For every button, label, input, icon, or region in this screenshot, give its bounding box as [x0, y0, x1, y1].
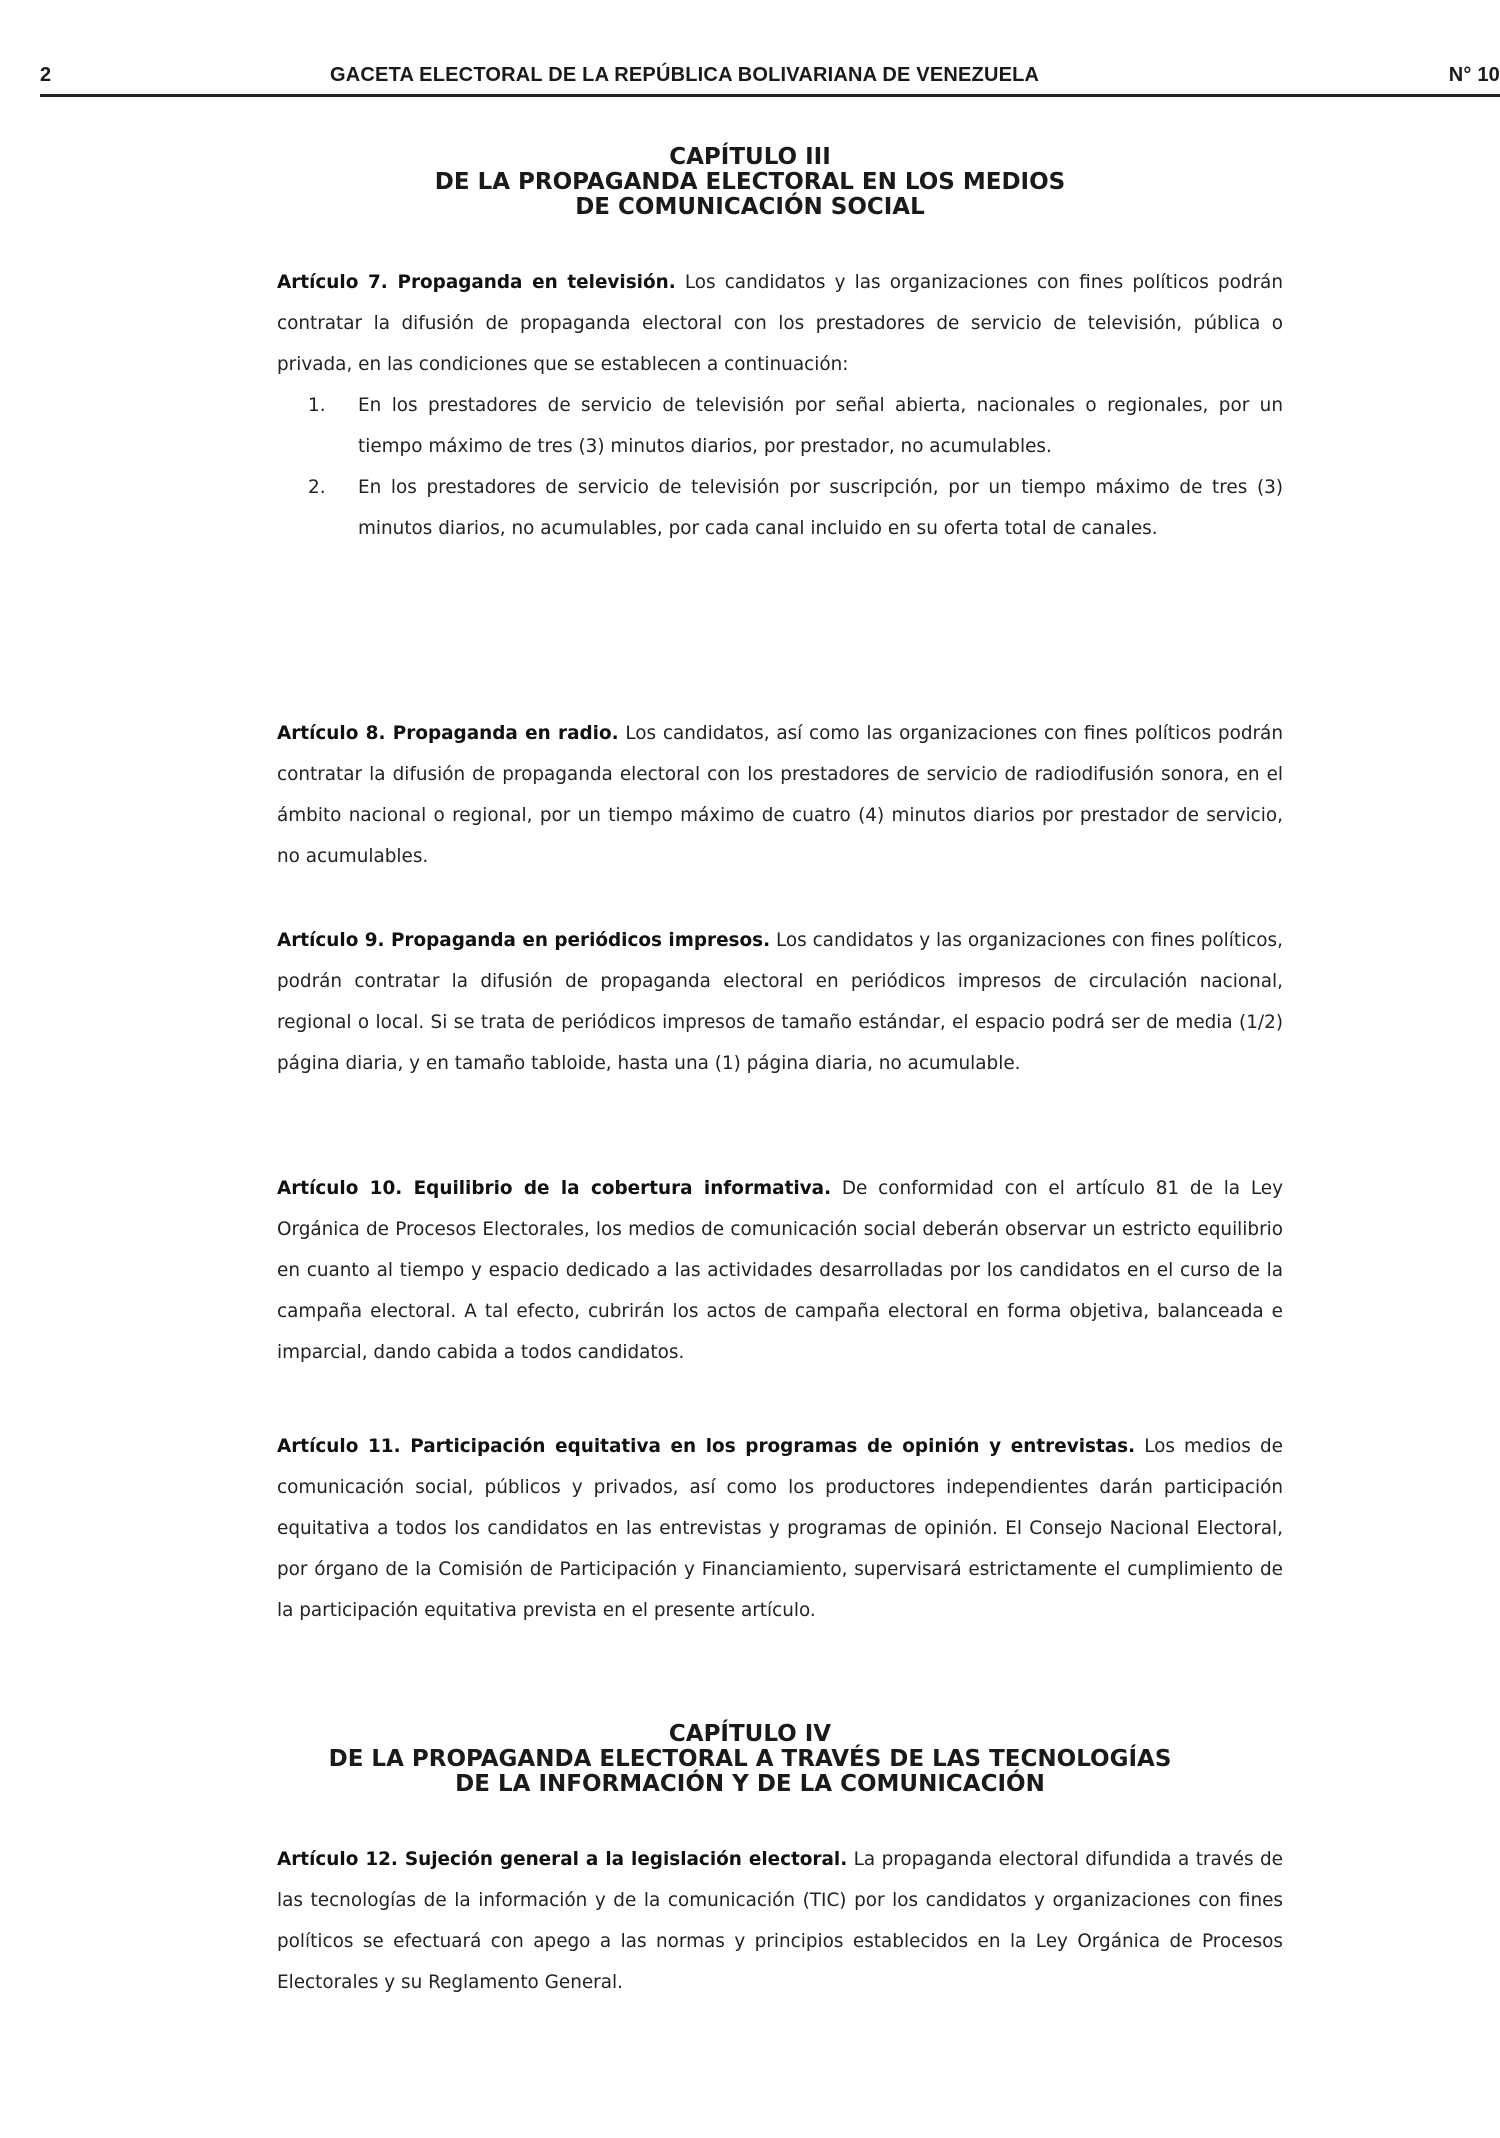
article-9 — [277, 920, 1283, 1084]
article-12 — [277, 1839, 1283, 2003]
article-11 — [277, 1426, 1283, 1631]
article-8-title: Artículo 8. Propaganda en radio. — [277, 723, 619, 744]
article-11-body: Los medios de comunicación social, públicos y privados, así como los productores independientes darán participación equitativa a todos los candidatos en las entrevistas y programas de opinión. El Consejo Nacional Electoral, por órgano de la Comisión de Participación y Financiamiento, supervisará estrictamente el cumplimiento de la participación equitativa prevista en el presente artículo. — [277, 1436, 1283, 1621]
chapter-3-title-line-2: DE COMUNICACIÓN SOCIAL — [575, 194, 925, 220]
article-10 — [277, 1168, 1283, 1373]
article-7-list — [277, 385, 1283, 549]
list-item-number: 1. — [308, 395, 326, 416]
page-header — [40, 64, 1500, 94]
article-8-paragraph — [277, 713, 1283, 877]
list-item-text: En los prestadores de servicio de televisión por suscripción, por un tiempo máximo de tres (3) minutos diarios, no acumulables, por cada canal incluido en su oferta total de canales. — [358, 477, 1283, 539]
header-issue-number: N° 10 — [1448, 64, 1500, 86]
article-12-paragraph — [277, 1839, 1283, 2003]
list-item-number: 2. — [308, 477, 326, 498]
article-9-title: Artículo 9. Propaganda en periódicos impresos. — [277, 930, 771, 951]
article-9-body: Los candidatos y las organizaciones con fines políticos, podrán contratar la difusión de propaganda electoral en periódicos impresos de circulación nacional, regional o local. Si se trata de periódicos impresos de tamaño estándar, el espacio podrá ser de media (1/2) página diaria, y en tamaño tabloide, hasta una (1) página diaria, no acumulable. — [277, 930, 1283, 1074]
chapter-4-title-line-1: DE LA PROPAGANDA ELECTORAL A TRAVÉS DE LAS TECNOLOGÍAS — [328, 1746, 1172, 1772]
article-8-body: Los candidatos, así como las organizaciones con fines políticos podrán contratar la difusión de propaganda electoral con los prestadores de servicio de radiodifusión sonora, en el ámbito nacional o regional, por un tiempo máximo de cuatro (4) minutos diarios por prestador de servicio, no acumulables. — [277, 723, 1283, 867]
header-title: GACETA ELECTORAL DE LA REPÚBLICA BOLIVARIANA DE VENEZUELA — [330, 64, 1040, 86]
list-item — [277, 385, 1283, 467]
chapter-4-number: CAPÍTULO IV — [668, 1721, 832, 1747]
article-12-title: Artículo 12. Sujeción general a la legislación electoral. — [277, 1849, 848, 1870]
chapter-3-number: CAPÍTULO III — [669, 144, 831, 170]
list-item-text: En los prestadores de servicio de televisión por señal abierta, nacionales o regionales, por un tiempo máximo de tres (3) minutos diarios, por prestador, no acumulables. — [358, 395, 1283, 457]
article-7 — [277, 262, 1283, 549]
chapter-3-heading — [0, 145, 1500, 220]
article-11-title: Artículo 11. Participación equitativa en los programas de opinión y entrevistas. — [277, 1436, 1136, 1457]
article-10-paragraph — [277, 1168, 1283, 1373]
article-10-body: De conformidad con el artículo 81 de la Ley Orgánica de Procesos Electorales, los medios de comunicación social deberán observar un estricto equilibrio en cuanto al tiempo y espacio dedicado a las actividades desarrolladas por los candidatos en el curso de la campaña electoral. A tal efecto, cubrirán los actos de campaña electoral en forma objetiva, balanceada e imparcial, dando cabida a todos candidatos. — [277, 1178, 1284, 1363]
article-9-paragraph — [277, 920, 1283, 1084]
chapter-4-heading — [0, 1722, 1500, 1797]
header-divider — [40, 94, 1500, 97]
chapter-4-title-line-2: DE LA INFORMACIÓN Y DE LA COMUNICACIÓN — [455, 1771, 1045, 1797]
article-7-paragraph — [277, 262, 1283, 385]
article-12-body: La propaganda electoral difundida a través de las tecnologías de la información y de la comunicación (TIC) por los candidatos y organizaciones con fines políticos se efectuará con apego a las normas y principios establecidos en la Ley Orgánica de Procesos Electorales y su Reglamento General. — [277, 1849, 1283, 1993]
list-item — [277, 467, 1283, 549]
article-8 — [277, 713, 1283, 877]
article-7-body: Los candidatos y las organizaciones con fines políticos podrán contratar la difusión de propaganda electoral con los prestadores de servicio de televisión, pública o privada, en las condiciones que se establecen a continuación: — [277, 272, 1283, 375]
article-7-title: Artículo 7. Propaganda en televisión. — [277, 272, 676, 293]
article-10-title: Artículo 10. Equilibrio de la cobertura informativa. — [277, 1178, 832, 1199]
chapter-3-title-line-1: DE LA PROPAGANDA ELECTORAL EN LOS MEDIOS — [434, 169, 1066, 195]
header-page-number: 2 — [40, 64, 52, 86]
article-11-paragraph — [277, 1426, 1283, 1631]
